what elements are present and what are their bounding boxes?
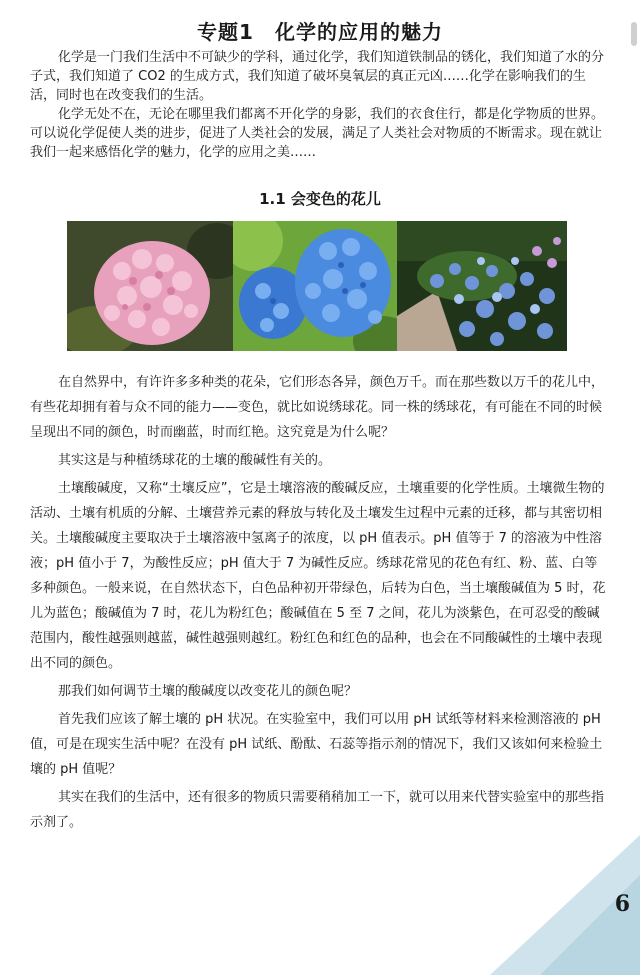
chapter-title: 专题1 化学的应用的魅力 [197, 20, 443, 44]
pink-hydrangea-photo [67, 221, 233, 351]
hydrangea-garden-photo [397, 221, 567, 351]
body-text [30, 370, 610, 838]
intro-paragraph: 化学是一门我们生活中不可缺少的学科，通过化学，我们知道铁制品的锈化，我们知道了水的分子式，我们知道了 CO2 的生成方式，我们知道了破坏臭氧层的真正元凶……化学在影响我们的生活，同时也在改变我们的生活。 [30, 50, 605, 103]
body-paragraph: 其实这是与种植绣球花的土壤的酸碱性有关的。 [58, 453, 332, 468]
body-paragraph: 其实在我们的生活中，还有很多的物质只需要稍稍加工一下，就可以用来代替实验室中的那些指示剂了。 [30, 790, 605, 830]
body-paragraph: 土壤酸碱度，又称“土壤反应”，它是土壤溶液的酸碱反应，土壤重要的化学性质。土壤微生物的活动、土壤有机质的分解、土壤营养元素的释放与转化及土壤发生过程中元素的迁移，都与其密切相关。土壤酸碱度主要取决于土壤溶液中氢离子的浓度，以 pH 值表示。pH 值等于 7 的溶液为中性溶液；pH 值小于 7，为酸性反应；pH 值大于 7 为碱性反应。绣球花常见的花色有红、粉、蓝、白等多种颜色。一般来说，在自然状态下，白色品种初开带绿色，后转为白色，当土壤酸碱值为 5 时，花儿为蓝色；酸碱值为 7 时，花儿为粉红色；酸碱值在 5 至 7 之间，花儿为淡紫色，在可忍受的酸碱范围内，酸性越强则越蓝，碱性越强则越红。粉红色和红色的品种，也会在不同酸碱性的土壤中表现出不同的颜色。 [30, 481, 606, 671]
page-number: 6 [614, 891, 630, 917]
blue-hydrangea-photo [233, 221, 397, 351]
photo-strip [67, 221, 567, 351]
body-paragraph: 在自然界中，有许许多多种类的花朵，它们形态各异，颜色万千。而在那些数以万千的花儿中，有些花却拥有着与众不同的能力——变色，就比如说绣球花。同一株的绣球花，有可能在不同的时候呈现出不同的颜色，时而幽蓝，时而红艳。这究竟是为什么呢？ [30, 375, 605, 440]
body-paragraph: 首先我们应该了解土壤的 pH 状况。在实验室中，我们可以用 pH 试纸等材料来检测溶液的 pH 值，可是在现实生活中呢？在没有 pH 试纸、酚酞、石蕊等指示剂的情况下，我们又该如何来检验土壤的 pH 值呢？ [30, 712, 603, 777]
intro-text [30, 48, 610, 162]
section-title: 1.1 会变色的花儿 [259, 190, 381, 208]
intro-paragraph: 化学无处不在，无论在哪里我们都离不开化学的身影，我们的衣食住行，都是化学物质的世界。可以说化学促使人类的进步，促进了人类社会的发展，满足了人类社会对物质的不断需求。现在就让我们一起来感悟化学的魅力，化学的应用之美…… [30, 107, 605, 160]
body-paragraph: 那我们如何调节土壤的酸碱度以改变花儿的颜色呢？ [58, 684, 358, 699]
